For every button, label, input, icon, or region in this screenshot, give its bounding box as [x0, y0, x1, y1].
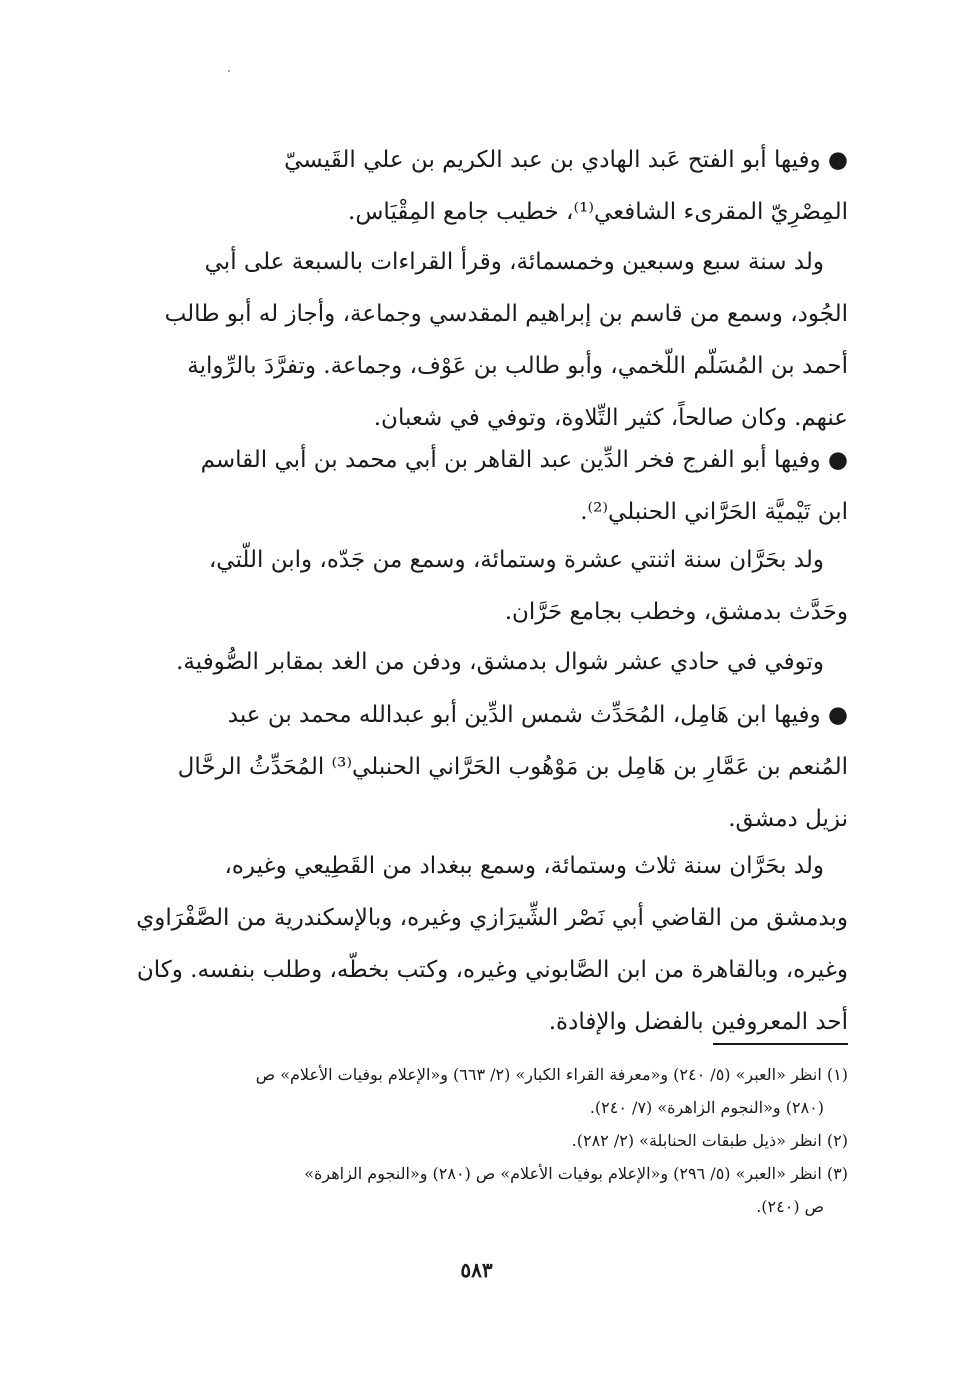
- paragraph-line: وغيره، وبالقاهرة من ابن الصَّابوني وغيره، وكتب بخطّه، وطلب بنفسه. وكان: [136, 957, 848, 983]
- paragraph-7: [130, 840, 848, 1048]
- paragraph-line: المِصْرِيّ المقرىء الشافعي⁽¹⁾، خطيب جامع المِقْيَاس.: [348, 199, 848, 225]
- paragraph-line: ● وفيها أبو الفتح عَبد الهادي بن عبد الكريم بن علي القَيسيّ: [284, 147, 848, 173]
- paragraph-line: الجُود، وسمع من قاسم بن إبراهيم المقدسي وجماعة، وأجاز له أبو طالب: [164, 301, 848, 327]
- paragraph-6: [130, 689, 848, 845]
- paragraph-line: وبدمشق من القاضي أبي نَصْر الشِّيرَازي وغيره، وبالإسكندرية من الصَّفْرَاوي: [136, 905, 848, 931]
- paragraph-line: وحَدَّث بدمشق، وخطب بجامع حَرَّان.: [504, 599, 848, 625]
- paragraph-line: ● وفيها ابن هَامِل، المُحَدِّث شمس الدِّين أبو عبدالله محمد بن عبد: [227, 702, 848, 728]
- paragraph-1: [130, 134, 848, 238]
- footnote-2: (٢) انظر «ذيل طبقات الحنابلة» (٢/ ٢٨٢).: [571, 1131, 848, 1150]
- page-number: ٥٨٣: [460, 1258, 493, 1282]
- paragraph-line: أحمد بن المُسَلّم اللّخمي، وأبو طالب بن عَوْف، وجماعة. وتفرَّدَ بالرِّواية: [187, 353, 848, 379]
- paragraph-line: ولد سنة سبع وسبعين وخمسمائة، وقرأ القراءات بالسبعة على أبي: [204, 249, 824, 275]
- paragraph-line: نزيل دمشق.: [728, 806, 848, 832]
- paragraph-5: [130, 636, 848, 688]
- paragraph-line: ولد بحَرَّان سنة اثنتي عشرة وستمائة، وسمع من جَدّه، وابن اللّتي،: [208, 547, 824, 573]
- paragraph-line: المُنعم بن عَمَّارِ بن هَامِل بن مَوْهُوب الحَرَّاني الحنبلي⁽³⁾ المُحَدِّثُ الرحَّال: [177, 754, 848, 780]
- footnote-3: (٣) انظر «العبر» (٥/ ٢٩٦) و«الإعلام بوفيات الأعلام» ص (٢٨٠) و«النجوم الزاهرة»: [304, 1164, 848, 1183]
- paragraph-line: عنهم. وكان صالحاً، كثير التِّلاوة، وتوفي في شعبان.: [373, 405, 848, 431]
- footnote-divider: [713, 1043, 848, 1045]
- paragraph-line: ● وفيها أبو الفرج فخر الدِّين عبد القاهر بن أبي محمد بن أبي القاسم: [200, 447, 848, 473]
- footnote-1: (١) انظر «العبر» (٥/ ٢٤٠) و«معرفة القراء الكبار» (٢/ ٦٦٣) و«الإعلام بوفيات الأعلام» ص: [255, 1065, 848, 1084]
- footnote-1-continuation: (٢٨٠) و«النجوم الزاهرة» (٧/ ٢٤٠).: [589, 1098, 824, 1117]
- paragraph-line: وتوفي في حادي عشر شوال بدمشق، ودفن من الغد بمقابر الصُّوفية.: [176, 649, 824, 675]
- footnotes: [130, 1058, 848, 1223]
- footnote-3-continuation: ص (٢٤٠).: [756, 1197, 824, 1216]
- paragraph-4: [130, 534, 848, 638]
- paragraph-line: أحد المعروفين بالفضل والإفادة.: [548, 1009, 848, 1035]
- scan-speck: [228, 70, 230, 72]
- paragraph-line: ابن تَيْميَّة الحَرَّاني الحنبلي⁽²⁾.: [580, 499, 848, 525]
- paragraph-2: [130, 236, 848, 444]
- paragraph-3: [130, 434, 848, 538]
- paragraph-line: ولد بحَرَّان سنة ثلاث وستمائة، وسمع ببغداد من القَطِيعي وغيره،: [224, 853, 824, 879]
